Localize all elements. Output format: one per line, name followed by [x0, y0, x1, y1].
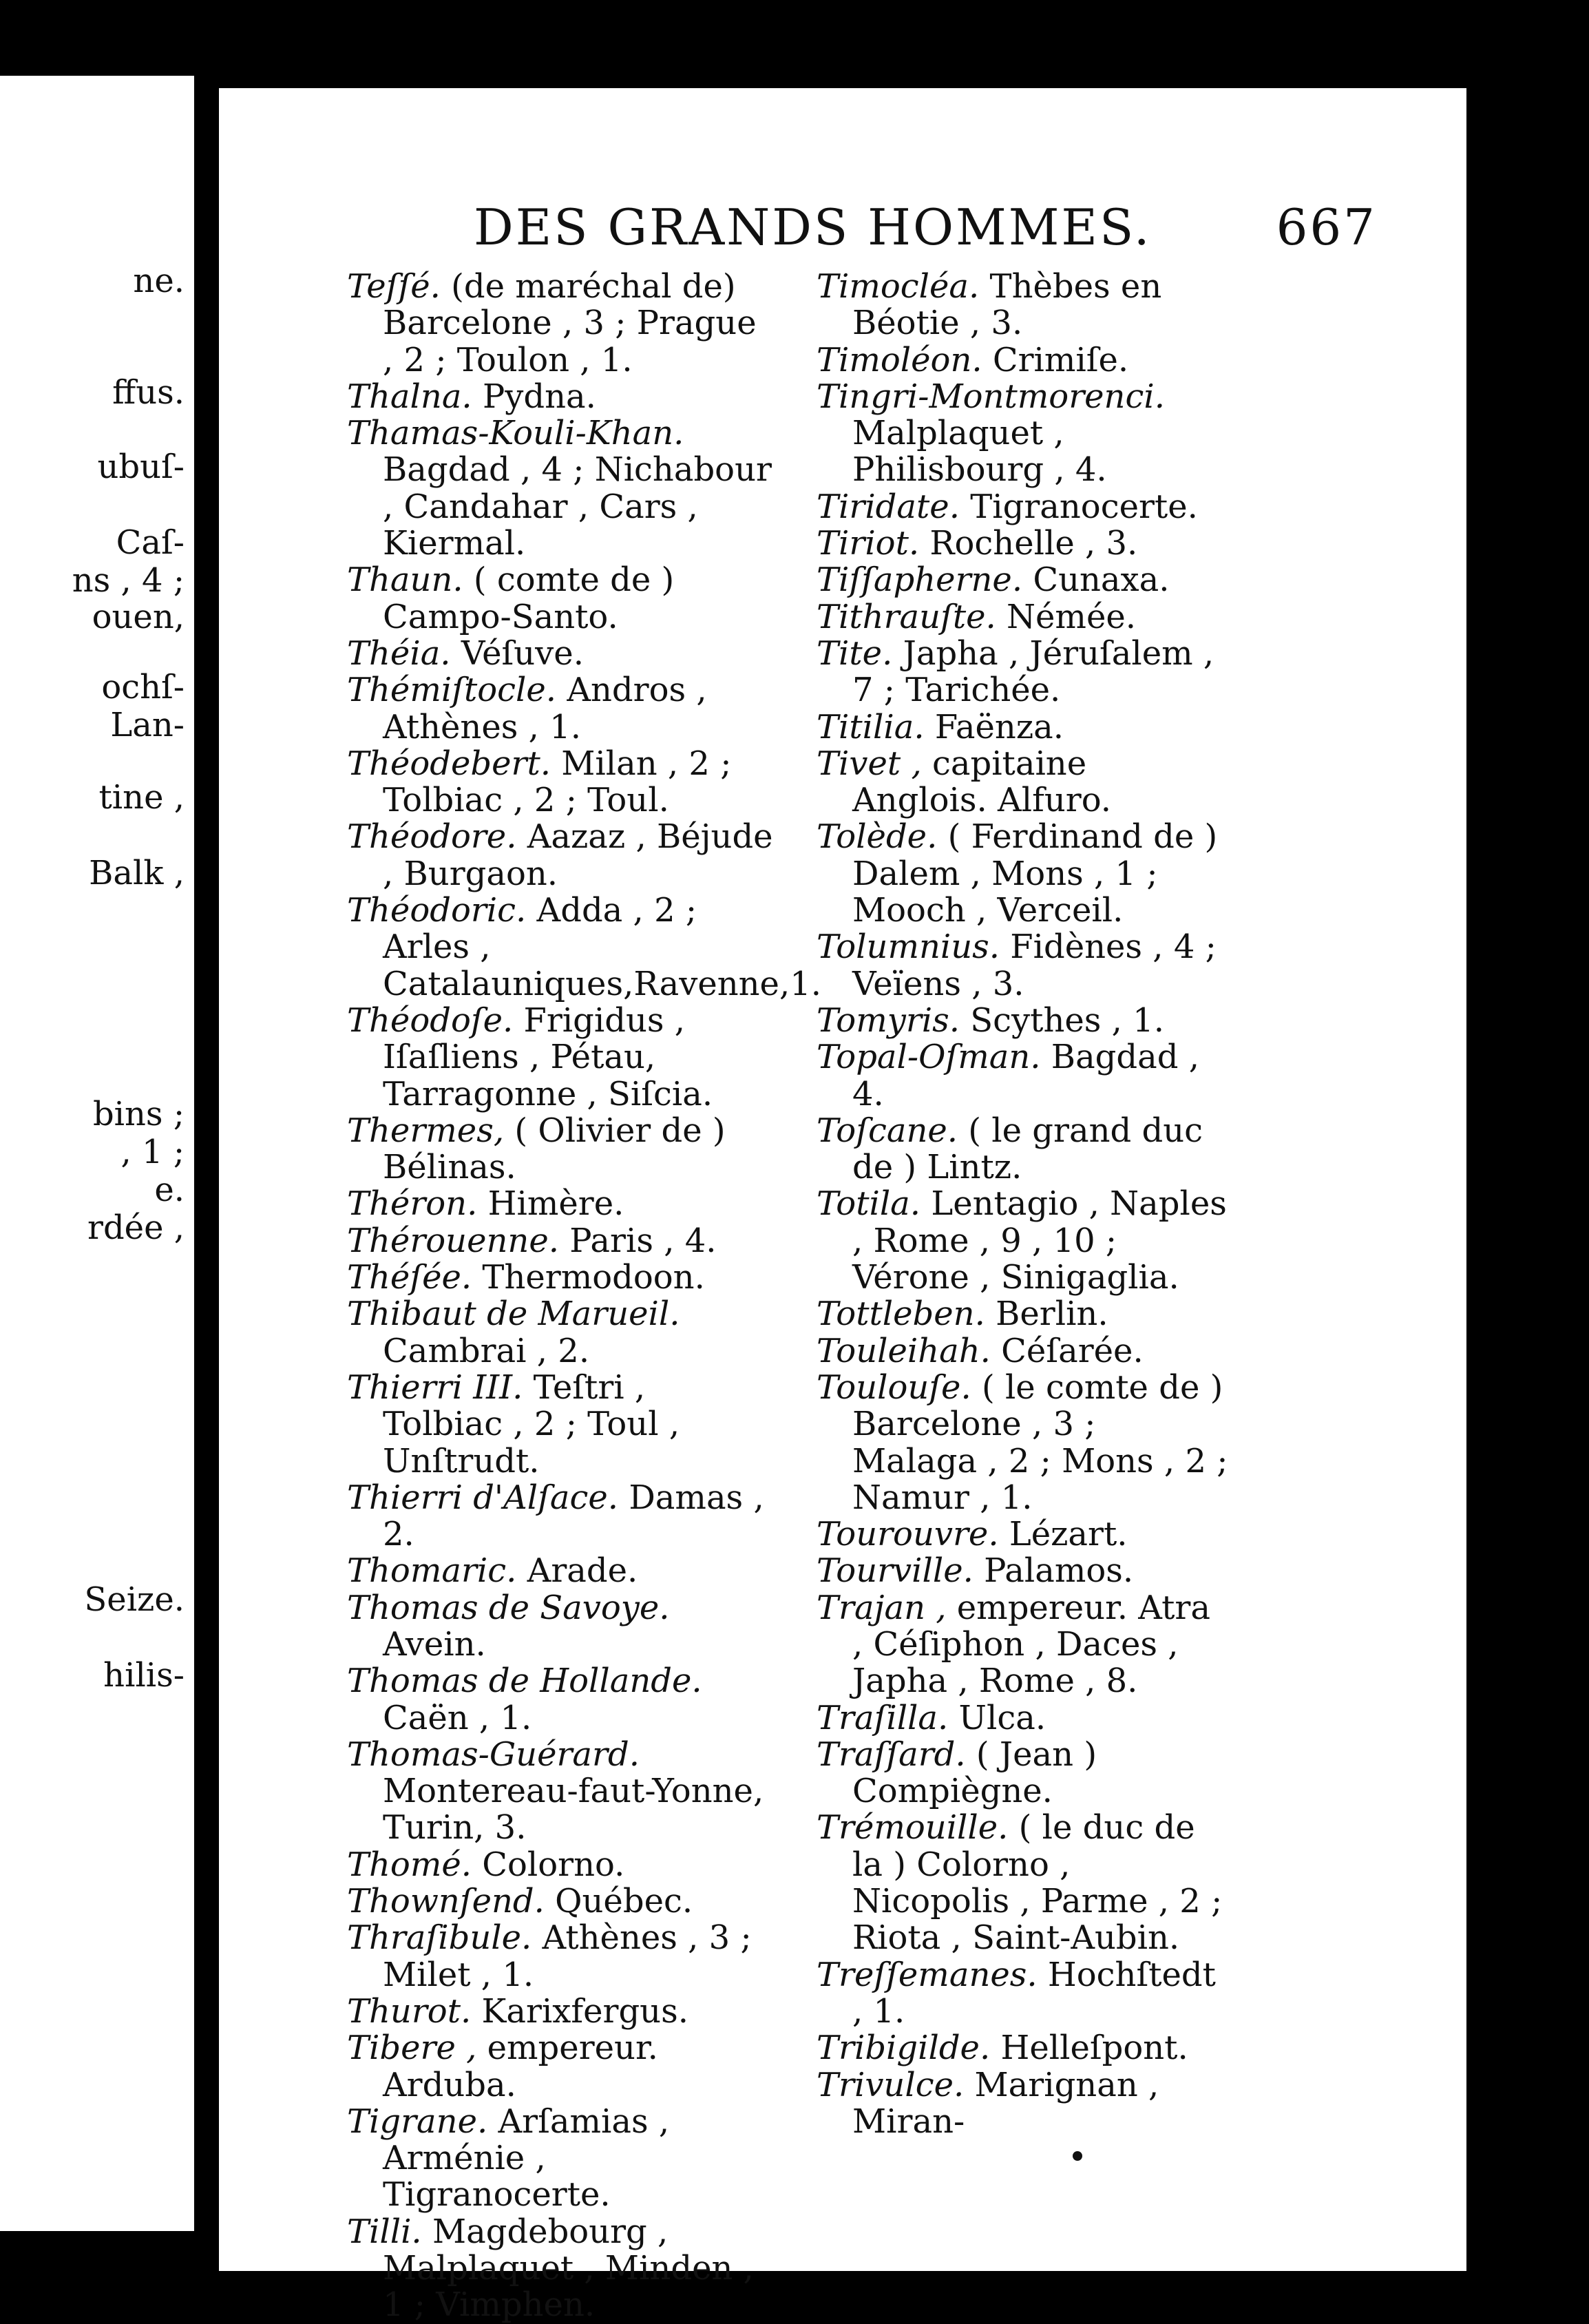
entry-places: Frigidus , Iſaſliens , Pétau, Tarragonne , Siſcia. — [383, 1001, 713, 1113]
index-entry — [817, 709, 1230, 746]
entry-places: Berlin. — [985, 1295, 1108, 1334]
entry-headword: Théſée. — [347, 1258, 472, 1297]
entry-places: Véſuve. — [450, 634, 584, 673]
entry-places: ( comte de ) Campo-Santo. — [383, 561, 675, 636]
left-fragment: ne. — [133, 262, 185, 300]
entry-places: Milan , 2 ; Tolbiac , 2 ; Toul. — [383, 744, 732, 820]
index-entry — [347, 269, 774, 379]
left-fragment: bins ; — [92, 1095, 185, 1133]
entry-headword: Touleihah. — [817, 1331, 991, 1370]
index-entry — [347, 672, 774, 746]
index-entry — [347, 2104, 774, 2214]
index-entry — [347, 2030, 774, 2104]
entry-headword: Thaun. — [347, 561, 463, 600]
index-entry — [817, 599, 1230, 636]
index-entry — [817, 525, 1230, 562]
entry-places: Colorno. — [472, 1845, 625, 1884]
left-fragment: ochſ- — [101, 668, 185, 706]
index-entry — [347, 1553, 774, 1589]
entry-headword: Théia. — [347, 634, 451, 673]
entry-headword: Théodore. — [347, 817, 517, 857]
index-entry — [347, 562, 774, 636]
entry-headword: Totila. — [817, 1184, 921, 1224]
entry-places: Athènes , 3 ; Milet , 1. — [383, 1918, 752, 1994]
index-column-right — [817, 269, 1230, 2140]
entry-places: Magdebourg , Malplaquet , Minden , 1 ; Vimphen. — [383, 2212, 754, 2324]
index-entry — [817, 1590, 1230, 1700]
entry-headword: Thomas de Hollande. — [347, 1662, 702, 1701]
entry-headword: Tivet , — [817, 744, 922, 783]
entry-places: Pydna. — [472, 377, 596, 416]
entry-headword: Treſſemanes. — [817, 1955, 1038, 1994]
index-entry — [347, 1296, 774, 1370]
entry-places: Faënza. — [924, 707, 1064, 746]
index-entry — [817, 1039, 1230, 1113]
entry-headword: Thownſend. — [347, 1882, 545, 1921]
index-entry — [347, 1480, 774, 1553]
entry-places: Avein. — [383, 1624, 486, 1664]
entry-headword: Thomas de Savoye. — [347, 1588, 670, 1627]
index-entry — [817, 1003, 1230, 1039]
entry-places: Crimiſe. — [982, 340, 1129, 379]
entry-places: Andros , Athènes , 1. — [383, 671, 707, 746]
entry-places: Cambrai , 2. — [383, 1331, 590, 1370]
left-fragment: e. — [154, 1171, 185, 1209]
entry-headword: Titilia. — [817, 707, 925, 746]
entry-headword: Traſilla. — [817, 1698, 949, 1737]
index-entry — [347, 1920, 774, 1993]
entry-headword: Toſcane. — [817, 1111, 958, 1150]
index-entry — [817, 1333, 1230, 1370]
left-fragment: , 1 ; — [120, 1133, 185, 1171]
entry-places: empereur. Atra , Céſiphon , Daces , Japha , Rome , 8. — [852, 1588, 1210, 1701]
entry-places: ( Jean ) Compiègne. — [852, 1735, 1097, 1811]
index-entry — [347, 1663, 774, 1737]
entry-headword: Thérouenne. — [347, 1221, 559, 1260]
entry-places: Rochelle , 3. — [919, 524, 1138, 563]
running-head-title: DES GRANDS HOMMES. — [474, 198, 1152, 256]
entry-headword: Thémiſtocle. — [347, 671, 557, 710]
index-entry — [817, 1700, 1230, 1737]
index-entry — [347, 746, 774, 819]
entry-places: Thèbes en Béotie , 3. — [852, 267, 1162, 343]
index-entry — [817, 562, 1230, 598]
entry-places: Marignan , Miran- — [852, 2065, 1159, 2141]
index-entry — [817, 379, 1230, 489]
index-entry — [347, 1259, 774, 1296]
entry-places: ( le grand duc de ) Lintz. — [852, 1111, 1203, 1187]
index-entry — [817, 1957, 1230, 2031]
entry-headword: Tiridate. — [817, 487, 960, 526]
index-entry — [347, 1186, 774, 1222]
entry-headword: Tite. — [817, 634, 893, 673]
left-fragment: Seize. — [84, 1580, 185, 1619]
entry-places: Paris , 4. — [559, 1221, 717, 1260]
index-entry — [347, 2214, 774, 2324]
entry-places: ( le duc de la ) Colorno , Nicopolis , Parme , 2 ; Riota , Saint-Aubin. — [852, 1808, 1223, 1958]
entry-places: Arſamias , Arménie , Tigranocerte. — [383, 2102, 670, 2215]
entry-headword: Traſſard. — [817, 1735, 966, 1774]
entry-headword: Tigrane. — [347, 2102, 488, 2141]
entry-places: Céſarée. — [990, 1331, 1144, 1370]
index-entry — [347, 1223, 774, 1259]
left-fragment: ns , 4 ; — [72, 561, 185, 600]
index-entry — [817, 342, 1230, 379]
entry-places: Lentagio , Naples , Rome , 9 , 10 ; Vérone , Sinigaglia. — [852, 1184, 1227, 1297]
entry-places: Québec. — [544, 1882, 693, 1921]
left-fragment: ffus. — [112, 373, 185, 412]
entry-headword: Thalna. — [347, 377, 472, 416]
entry-places: ( le comte de ) Barcelone , 3 ; Malaga , 2 ; Mons , 2 ; Namur , 1. — [852, 1368, 1228, 1517]
entry-places: ( Ferdinand de ) Dalem , Mons , 1 ; Mooch , Verceil. — [852, 817, 1218, 930]
index-column-left — [347, 267, 822, 2324]
page-number: 667 — [1276, 198, 1377, 256]
index-entry — [347, 636, 774, 672]
index-entry — [817, 489, 1230, 525]
entry-headword: Trajan , — [817, 1588, 947, 1627]
entry-places: Teſtri , Tolbiac , 2 ; Toul , Unſtrudt. — [383, 1368, 680, 1480]
entry-places: Helleſpont. — [990, 2029, 1188, 2068]
entry-headword: Théodoric. — [347, 891, 527, 930]
index-entry — [347, 819, 774, 892]
entry-headword: Tolède. — [817, 817, 938, 857]
index-entry — [347, 1370, 774, 1480]
entry-headword: Thierri III. — [347, 1368, 523, 1407]
entry-headword: Teſſé. — [347, 267, 441, 306]
entry-places: Montereau-faut-Yonne, Turin, 3. — [383, 1772, 764, 1847]
ink-speck — [1073, 2151, 1082, 2161]
index-entry — [817, 2030, 1230, 2066]
left-fragment: rdée , — [87, 1208, 185, 1247]
entry-places: Thermodoon. — [472, 1258, 705, 1297]
entry-places: Himère. — [477, 1184, 624, 1224]
index-entry — [817, 1553, 1230, 1589]
entry-places: Bagdad , 4 ; Nichabour , Candahar , Cars , Kiermal. — [383, 450, 772, 563]
entry-places: Palamos. — [973, 1551, 1134, 1591]
entry-headword: Théron. — [347, 1184, 478, 1224]
entry-headword: Topal-Oſman. — [817, 1038, 1041, 1077]
left-fragment: Caſ- — [116, 523, 185, 562]
entry-headword: Toulouſe. — [817, 1368, 971, 1407]
index-entry — [817, 636, 1230, 709]
entry-headword: Thamas-Kouli-Khan. — [347, 414, 684, 453]
index-entry — [817, 1113, 1230, 1186]
entry-places: (de maréchal de) Barcelone , 3 ; Prague , 2 ; Toulon , 1. — [383, 267, 757, 379]
entry-places: Némée. — [996, 597, 1137, 636]
index-entry — [817, 1810, 1230, 1956]
entry-headword: Thomaric. — [347, 1551, 517, 1591]
entry-places: Aazaz , Béjude , Burgaon. — [383, 817, 773, 893]
entry-places: Malplaquet , Philisbourg , 4. — [852, 414, 1107, 490]
index-entry — [817, 1737, 1230, 1810]
previous-page-fragment — [0, 76, 194, 2231]
entry-places: capitaine Anglois. Alfuro. — [852, 744, 1112, 820]
entry-headword: Tomyris. — [817, 1001, 960, 1040]
book-page — [219, 88, 1466, 2324]
entry-headword: Tolumnius. — [817, 928, 1000, 967]
index-entry — [347, 1003, 774, 1113]
entry-headword: Thomé. — [347, 1845, 472, 1884]
entry-headword: Théodoſe. — [347, 1001, 514, 1040]
index-entry — [347, 1737, 774, 1847]
index-entry — [817, 819, 1230, 929]
entry-places: Japha , Jéruſalem , 7 ; Tarichée. — [852, 634, 1214, 710]
left-fragment: Lan- — [110, 706, 185, 744]
index-entry — [347, 1113, 774, 1186]
entry-headword: Thermes, — [347, 1111, 505, 1150]
entry-headword: Tibere , — [347, 2029, 477, 2068]
index-entry — [347, 1993, 774, 2030]
index-entry — [817, 269, 1230, 342]
entry-headword: Timoléon. — [817, 340, 982, 379]
index-entry — [817, 1516, 1230, 1553]
entry-headword: Thomas-Guérard. — [347, 1735, 640, 1774]
index-entry — [347, 415, 774, 562]
index-entry — [817, 1296, 1230, 1332]
entry-headword: Tourville. — [817, 1551, 974, 1591]
entry-places: Tigranocerte. — [959, 487, 1198, 526]
index-entry — [347, 1883, 774, 1920]
entry-headword: Tiriot. — [817, 524, 920, 563]
entry-headword: Trivulce. — [817, 2065, 965, 2104]
entry-places: Bagdad , 4. — [852, 1038, 1199, 1113]
index-entry — [817, 1370, 1230, 1516]
entry-places: ( Olivier de ) Bélinas. — [383, 1111, 726, 1187]
entry-places: Fidènes , 4 ; Veïens , 3. — [852, 928, 1217, 1003]
entry-headword: Thraſibule. — [347, 1918, 532, 1958]
index-entry — [817, 1186, 1230, 1296]
left-fragment: tine , — [98, 778, 185, 817]
left-fragment: Balk , — [89, 854, 185, 892]
left-fragment: ubuſ- — [97, 448, 185, 486]
entry-places: Caën , 1. — [383, 1698, 532, 1737]
index-entry — [347, 379, 774, 415]
left-fragment: ouen, — [92, 598, 185, 636]
entry-places: Ulca. — [948, 1698, 1046, 1737]
entry-places: Hochſtedt , 1. — [852, 1955, 1216, 2031]
entry-places: empereur. Arduba. — [383, 2029, 658, 2104]
entry-places: Damas , 2. — [383, 1478, 764, 1554]
entry-headword: Tiſſapherne. — [817, 561, 1023, 600]
entry-headword: Thibaut de Marueil. — [347, 1295, 680, 1334]
left-fragment: hilis- — [103, 1656, 185, 1695]
entry-places: Arade. — [516, 1551, 638, 1591]
entry-places: Adda , 2 ; Arles , Catalauniques,Ravenne,1. — [383, 891, 822, 1003]
index-entry — [347, 891, 822, 1003]
entry-headword: Trémouille. — [817, 1808, 1009, 1847]
index-entry — [347, 1847, 774, 1883]
entry-headword: Tilli. — [347, 2212, 422, 2251]
entry-headword: Théodebert. — [347, 744, 551, 783]
index-entry — [817, 746, 1230, 819]
entry-places: Karixfergus. — [471, 1991, 688, 2031]
entry-places: Lézart. — [998, 1515, 1128, 1554]
entry-headword: Tribigilde. — [817, 2029, 991, 2068]
entry-headword: Tourouvre. — [817, 1515, 999, 1554]
entry-headword: Thurot. — [347, 1991, 472, 2031]
entry-places: Cunaxa. — [1022, 561, 1170, 600]
index-entry — [817, 929, 1230, 1003]
index-entry — [347, 1590, 774, 1664]
entry-headword: Timocléa. — [817, 267, 980, 306]
entry-headword: Tingri-Montmorenci. — [817, 377, 1165, 416]
index-entry — [817, 2067, 1230, 2141]
entry-headword: Tithrauſte. — [817, 597, 996, 636]
entry-places: Scythes , 1. — [960, 1001, 1164, 1040]
entry-headword: Tottleben. — [817, 1295, 985, 1334]
entry-headword: Thierri d'Alſace. — [347, 1478, 619, 1517]
running-head — [474, 198, 1377, 256]
